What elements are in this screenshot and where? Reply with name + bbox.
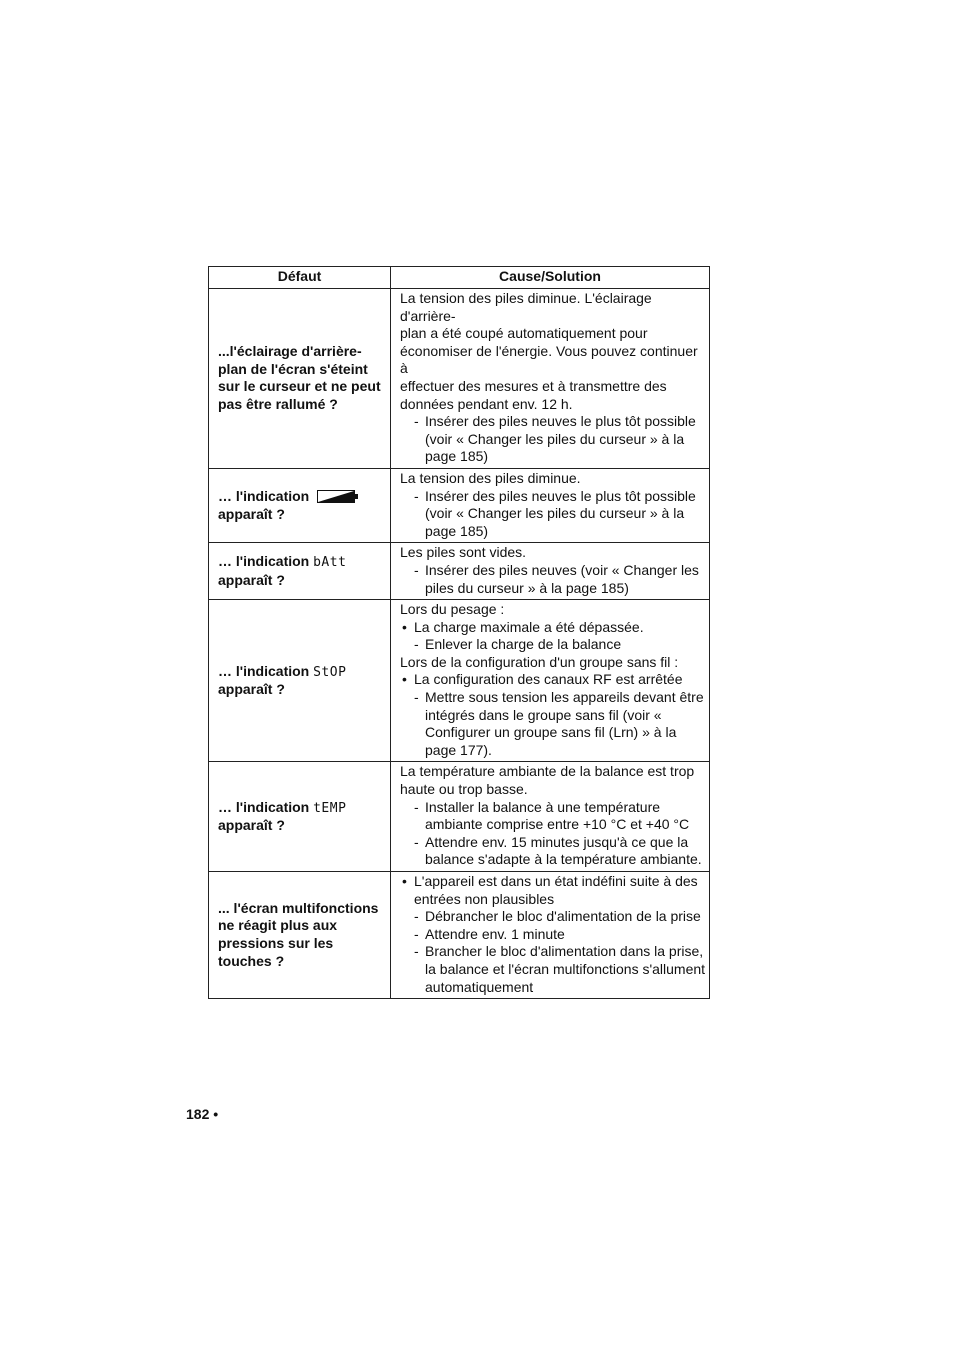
table-header-row — [209, 267, 710, 289]
battery-low-icon — [317, 490, 359, 503]
cause-cell — [391, 600, 710, 762]
troubleshooting-table — [208, 266, 710, 999]
cause-text: Lors du pesage : — [400, 601, 505, 618]
cause-cell — [391, 543, 710, 600]
cause-item: • La charge maximale a été dépassée. — [402, 618, 644, 635]
cause-cell — [391, 289, 710, 469]
defaut-cell: … l'indication StOP apparaît ? — [209, 600, 391, 762]
solution-item: - Enlever la charge de la balance — [414, 636, 622, 653]
defaut-cell: … l'indication bAtt apparaît ? — [209, 543, 391, 600]
table-row — [209, 543, 710, 600]
defaut-cell: ... l'écran multifonctions ne réagit plus aux pressions sur les touches ? — [209, 872, 391, 999]
display-segment-text: bAtt — [313, 555, 347, 571]
solution-item: - Brancher le bloc d'alimentation dans la prise, la balance et l'écran multifonctions s'allument automatiquement — [414, 943, 706, 995]
solution-item: - Attendre env. 15 minutes jusqu'à ce que la balance s'adapte à la température ambiante. — [414, 833, 702, 868]
cause-text: La température ambiante de la balance est trop haute ou trop basse. — [400, 763, 695, 798]
cause-text-line: effectuer des mesures et à transmettre des — [400, 377, 667, 394]
display-segment-text: StOP — [313, 664, 347, 680]
solution-item: - Insérer des piles neuves (voir « Changer les piles du curseur » à la page 185) — [414, 561, 699, 596]
defaut-cell: … l'indication apparaît ? — [209, 468, 391, 542]
cause-cell — [391, 762, 710, 872]
table-row — [209, 600, 710, 762]
solution-item: - Installer la balance à une température ambiante comprise entre +10 °C et +40 °C — [414, 798, 690, 833]
cause-item: • La configuration des canaux RF est arrêtée — [402, 671, 683, 688]
display-segment-text: tEMP — [313, 800, 347, 816]
cause-text-line: plan a été coupé automatiquement pour — [400, 325, 648, 342]
cause-text-line: La tension des piles diminue. L'éclairage d'arrière- — [400, 290, 652, 324]
solution-item: - Mettre sous tension les appareils devant être intégrés dans le groupe sans fil (voir « Configurer un groupe sans fil (Lrn) » à la page 177). — [414, 689, 704, 758]
cause-text: La tension des piles diminue. — [400, 469, 581, 486]
table-row — [209, 872, 710, 999]
cause-text-line: économiser de l'énergie. Vous pouvez continuer à — [400, 342, 698, 377]
defaut-cell: … l'indication tEMP apparaît ? — [209, 762, 391, 872]
table-row — [209, 762, 710, 872]
page-number: 182 • — [186, 1106, 219, 1122]
cause-text-line: données pendant env. 12 h. — [400, 395, 573, 412]
header-defaut: Défaut — [209, 267, 391, 289]
solution-item: - Débrancher le bloc d'alimentation de la prise — [414, 908, 701, 925]
table-row — [209, 289, 710, 469]
cause-item: • L'appareil est dans un état indéfini suite à des entrées non plausibles — [402, 873, 698, 907]
solution-item: - Insérer des piles neuves le plus tôt possible (voir « Changer les piles du curseur » à la page 185) — [414, 487, 696, 539]
solution-item: - Insérer des piles neuves le plus tôt possible (voir « Changer les piles du curseur » à la page 185) — [414, 413, 696, 465]
defaut-cell: ...l'éclairage d'arrière-plan de l'écran s'éteint sur le curseur et ne peut pas être rallumé ? — [209, 289, 391, 469]
cause-text: Lors de la configuration d'un groupe sans fil : — [400, 653, 679, 670]
solution-item: - Attendre env. 1 minute — [414, 925, 565, 942]
cause-cell — [391, 872, 710, 999]
header-cause: Cause/Solution — [391, 267, 710, 289]
cause-cell — [391, 468, 710, 542]
table-row — [209, 468, 710, 542]
cause-text: Les piles sont vides. — [400, 544, 527, 561]
